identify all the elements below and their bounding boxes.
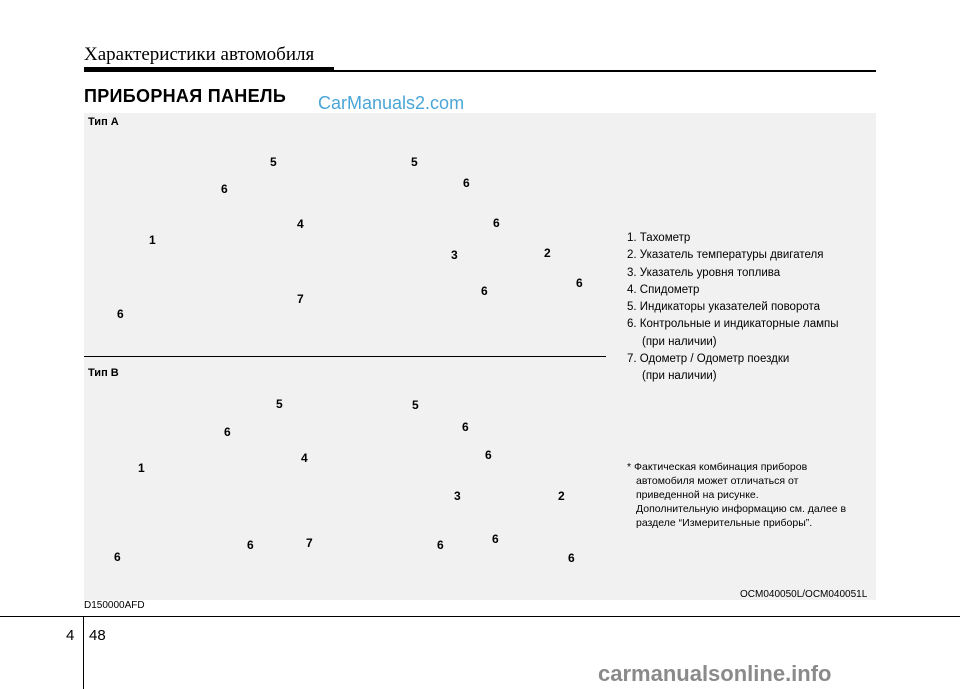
type-divider — [84, 356, 606, 357]
header-rule-accent — [84, 67, 334, 72]
footnote-line: приведенной на рисунке. — [636, 489, 759, 501]
type-b-label: Тип B — [88, 367, 119, 379]
callout-number: 6 — [247, 538, 254, 552]
callout-number: 7 — [297, 292, 304, 306]
callout-number: 2 — [544, 246, 551, 260]
footnote-line: разделе “Измерительные приборы”. — [636, 517, 813, 529]
callout-number: 6 — [437, 538, 444, 552]
legend-item-note: (при наличии) — [642, 370, 717, 383]
callout-number: 6 — [463, 176, 470, 190]
callout-number: 1 — [149, 233, 156, 247]
callout-number: 6 — [221, 182, 228, 196]
callout-number: 5 — [270, 155, 277, 169]
type-a-label: Тип A — [88, 116, 119, 128]
footnote-line: автомобиля может отличаться от — [636, 475, 799, 487]
callout-number: 6 — [576, 276, 583, 290]
section-title: ПРИБОРНАЯ ПАНЕЛЬ — [84, 86, 287, 106]
footer-divider — [83, 616, 84, 689]
callout-number: 6 — [462, 420, 469, 434]
legend-list — [627, 230, 839, 386]
chapter-number: 4 — [66, 627, 75, 644]
footnote-line: Дополнительную информацию см. далее в — [636, 503, 847, 515]
callout-number: 5 — [412, 398, 419, 412]
footer-rule — [0, 616, 960, 617]
document-code: D150000AFD — [84, 600, 145, 611]
page-number: 48 — [89, 627, 106, 644]
legend-item: 5. Индикаторы указателей поворота — [627, 301, 821, 314]
callout-number: 4 — [297, 217, 304, 231]
callout-number: 6 — [493, 216, 500, 230]
page-header-title: Характеристики автомобиля — [84, 44, 315, 65]
callout-number: 5 — [276, 397, 283, 411]
watermark-bottom[interactable]: carmanualsonline.info — [598, 661, 832, 686]
callout-number: 4 — [301, 451, 308, 465]
callout-number: 6 — [492, 532, 499, 546]
callout-number: 1 — [138, 461, 145, 475]
watermark-top[interactable]: CarManuals2.com — [318, 93, 465, 113]
footnote-line: * Фактическая комбинация приборов — [627, 461, 808, 473]
legend-item: 3. Указатель уровня топлива — [627, 266, 781, 279]
callout-number: 6 — [224, 425, 231, 439]
callout-number: 3 — [454, 489, 461, 503]
callout-number: 5 — [411, 155, 418, 169]
callout-number: 6 — [481, 284, 488, 298]
callout-number: 6 — [117, 307, 124, 321]
footnote — [627, 460, 846, 530]
figure-code: OCM040050L/OCM040051L — [740, 589, 868, 600]
legend-item: 7. Одометр / Одометр поездки — [627, 353, 790, 366]
callout-number: 6 — [114, 550, 121, 564]
callout-number: 2 — [558, 489, 565, 503]
legend-item-note: (при наличии) — [642, 335, 717, 348]
legend-item: 6. Контрольные и индикаторные лампы — [627, 318, 839, 331]
legend-item: 2. Указатель температуры двигателя — [627, 249, 824, 262]
callout-number: 3 — [451, 248, 458, 262]
callout-number: 7 — [306, 536, 313, 550]
legend-item: 4. Спидометр — [627, 283, 700, 296]
callout-number: 6 — [485, 448, 492, 462]
callout-number: 6 — [568, 551, 575, 565]
legend-item: 1. Тахометр — [627, 232, 691, 244]
